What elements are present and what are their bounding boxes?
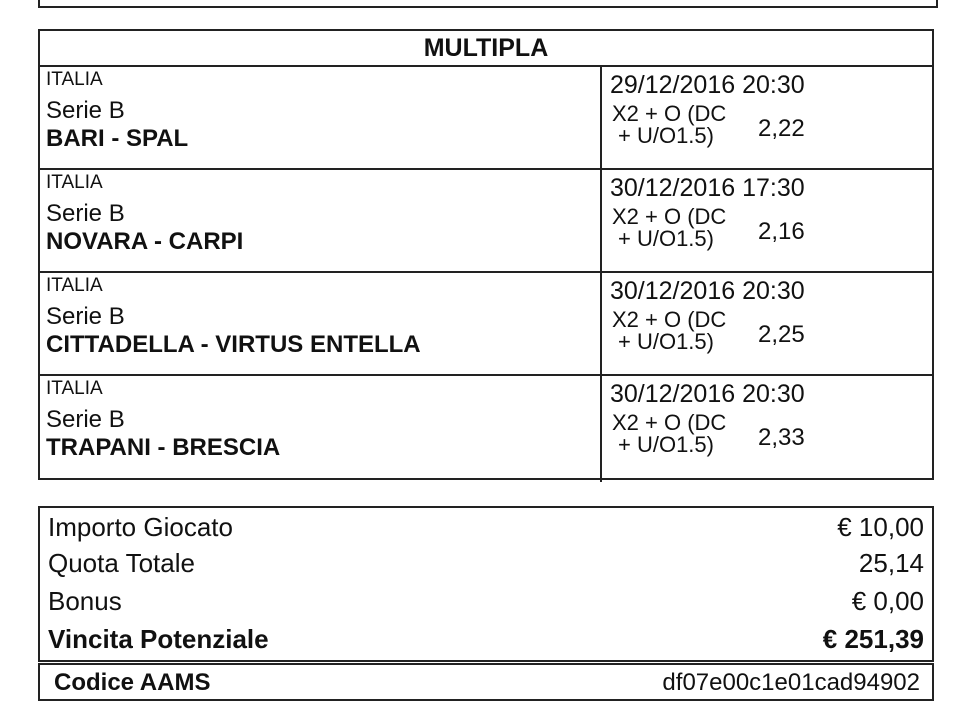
vincita-label: Vincita Potenziale bbox=[48, 624, 269, 654]
pick-line-1: X2 + O (DC bbox=[612, 410, 727, 435]
code-label: Codice AAMS bbox=[54, 669, 211, 696]
summary-box bbox=[38, 506, 934, 662]
bonus-value: € 0,00 bbox=[851, 586, 924, 616]
bonus-label: Bonus bbox=[48, 586, 122, 616]
event-country: ITALIA bbox=[46, 172, 103, 193]
event-country: ITALIA bbox=[46, 275, 103, 296]
importo-label: Importo Giocato bbox=[48, 512, 233, 542]
pick-line-1: X2 + O (DC bbox=[612, 204, 727, 229]
event-row bbox=[40, 376, 932, 482]
event-country: ITALIA bbox=[46, 69, 103, 90]
event-info bbox=[40, 273, 602, 374]
importo-row bbox=[48, 512, 924, 546]
code-value: df07e00c1e01cad94902 bbox=[662, 669, 920, 696]
vincita-row bbox=[48, 624, 924, 658]
event-pick bbox=[612, 412, 742, 456]
pick-line-2: + U/O1.5) bbox=[618, 329, 714, 354]
event-odd: 2,25 bbox=[758, 321, 805, 348]
event-datetime: 30/12/2016 20:30 bbox=[610, 277, 805, 305]
event-datetime: 30/12/2016 17:30 bbox=[610, 174, 805, 202]
importo-value: € 10,00 bbox=[837, 512, 924, 542]
quota-label: Quota Totale bbox=[48, 548, 195, 578]
event-pick bbox=[612, 206, 742, 250]
event-row bbox=[40, 170, 932, 273]
code-box bbox=[38, 663, 934, 701]
pick-line-1: X2 + O (DC bbox=[612, 101, 727, 126]
multipla-table bbox=[38, 29, 934, 480]
quota-row bbox=[48, 548, 924, 582]
bonus-row bbox=[48, 586, 924, 620]
event-country: ITALIA bbox=[46, 378, 103, 399]
event-match: CITTADELLA - VIRTUS ENTELLA bbox=[46, 331, 421, 358]
event-match: TRAPANI - BRESCIA bbox=[46, 434, 281, 461]
table-title: MULTIPLA bbox=[40, 31, 932, 67]
event-row bbox=[40, 273, 932, 376]
pick-line-2: + U/O1.5) bbox=[618, 226, 714, 251]
event-league: Serie B bbox=[46, 97, 125, 124]
vincita-value: € 251,39 bbox=[822, 624, 924, 654]
event-match: NOVARA - CARPI bbox=[46, 228, 244, 255]
event-row bbox=[40, 67, 932, 170]
event-odd: 2,22 bbox=[758, 115, 805, 142]
pick-line-2: + U/O1.5) bbox=[618, 432, 714, 457]
event-info bbox=[40, 67, 602, 168]
event-info bbox=[40, 170, 602, 271]
event-league: Serie B bbox=[46, 200, 125, 227]
event-match: BARI - SPAL bbox=[46, 125, 189, 152]
pick-line-1: X2 + O (DC bbox=[612, 307, 727, 332]
event-league: Serie B bbox=[46, 303, 125, 330]
event-pick bbox=[612, 103, 742, 147]
pick-line-2: + U/O1.5) bbox=[618, 123, 714, 148]
event-datetime: 30/12/2016 20:30 bbox=[610, 380, 805, 408]
event-odd: 2,16 bbox=[758, 218, 805, 245]
previous-section-box bbox=[38, 0, 938, 8]
event-league: Serie B bbox=[46, 406, 125, 433]
quota-value: 25,14 bbox=[858, 548, 924, 578]
event-info bbox=[40, 376, 602, 482]
event-odd: 2,33 bbox=[758, 424, 805, 451]
event-pick bbox=[612, 309, 742, 353]
event-datetime: 29/12/2016 20:30 bbox=[610, 71, 805, 99]
